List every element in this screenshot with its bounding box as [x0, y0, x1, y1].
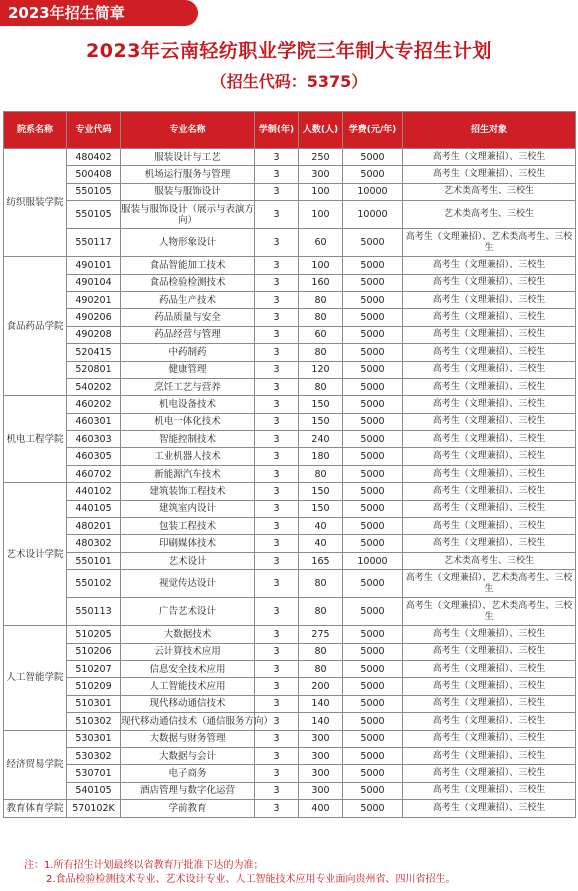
- table-row: [4, 713, 576, 730]
- major-name-cell: 健康管理: [121, 361, 255, 378]
- years-cell: 3: [255, 535, 299, 552]
- years-cell: 3: [255, 765, 299, 782]
- years-cell: 3: [255, 257, 299, 274]
- target-cell: 高考生（文理兼招）、三校生: [403, 765, 576, 782]
- count-cell: 80: [299, 465, 343, 482]
- fee-cell: 5000: [343, 396, 403, 413]
- major-name-cell: 智能控制技术: [121, 431, 255, 448]
- fee-cell: 5000: [343, 660, 403, 677]
- table-row: [4, 483, 576, 500]
- target-cell: 高考生（文理兼招）、三校生: [403, 678, 576, 695]
- major-code-cell: 530301: [67, 730, 121, 747]
- target-cell: 高考生（文理兼招）、三校生: [403, 660, 576, 677]
- table-row: [4, 378, 576, 395]
- college-name: 经济贸易学院: [4, 730, 67, 800]
- years-cell: 3: [255, 518, 299, 535]
- fee-cell: 5000: [343, 361, 403, 378]
- major-code-cell: 460301: [67, 413, 121, 430]
- count-cell: 400: [299, 800, 343, 817]
- years-cell: 3: [255, 166, 299, 183]
- major-name-cell: 建筑室内设计: [121, 500, 255, 517]
- table-row: [4, 274, 576, 291]
- table-row: [4, 782, 576, 799]
- table-row: [4, 552, 576, 569]
- fee-cell: 5000: [343, 765, 403, 782]
- college-name: 人工智能学院: [4, 626, 67, 730]
- years-cell: 3: [255, 782, 299, 799]
- college-name: 机电工程学院: [4, 396, 67, 483]
- major-code-cell: 490101: [67, 257, 121, 274]
- table-row: [4, 448, 576, 465]
- major-name-cell: 机电设备技术: [121, 396, 255, 413]
- target-cell: 高考生（文理兼招）、三校生: [403, 747, 576, 764]
- fee-cell: 5000: [343, 257, 403, 274]
- target-cell: 高考生（文理兼招）、艺术类高考生、三校生: [403, 229, 576, 257]
- count-cell: 300: [299, 765, 343, 782]
- major-name-cell: 机场运行服务与管理: [121, 166, 255, 183]
- major-name-cell: 服装与服饰设计: [121, 183, 255, 200]
- header-major: 专业名称: [121, 112, 255, 149]
- count-cell: 80: [299, 344, 343, 361]
- major-code-cell: 490208: [67, 326, 121, 343]
- years-cell: 3: [255, 183, 299, 200]
- major-name-cell: 药品生产技术: [121, 291, 255, 308]
- count-cell: 200: [299, 678, 343, 695]
- major-name-cell: 现代移动通信技术（通信服务方向）: [121, 713, 255, 730]
- major-name-cell: 建筑装饰工程技术: [121, 483, 255, 500]
- target-cell: 高考生（文理兼招）、三校生: [403, 396, 576, 413]
- years-cell: 3: [255, 747, 299, 764]
- major-name-cell: 学前教育: [121, 800, 255, 817]
- major-code-cell: 490201: [67, 291, 121, 308]
- target-cell: 高考生（文理兼招）、三校生: [403, 643, 576, 660]
- target-cell: 高考生（文理兼招）、三校生: [403, 730, 576, 747]
- enrollment-plan-table: [3, 111, 576, 818]
- major-code-cell: 510301: [67, 695, 121, 712]
- major-name-cell: 包装工程技术: [121, 518, 255, 535]
- major-code-cell: 550101: [67, 552, 121, 569]
- years-cell: 3: [255, 695, 299, 712]
- table-row: [4, 643, 576, 660]
- major-code-cell: 460303: [67, 431, 121, 448]
- table-row: [4, 166, 576, 183]
- major-name-cell: 新能源汽车技术: [121, 465, 255, 482]
- years-cell: 3: [255, 643, 299, 660]
- major-name-cell: 服装设计与工艺: [121, 149, 255, 166]
- table-row: [4, 800, 576, 817]
- fee-cell: 5000: [343, 598, 403, 626]
- major-code-cell: 440105: [67, 500, 121, 517]
- major-name-cell: 人物形象设计: [121, 229, 255, 257]
- target-cell: 高考生（文理兼招）、三校生: [403, 483, 576, 500]
- count-cell: 80: [299, 598, 343, 626]
- count-cell: 120: [299, 361, 343, 378]
- target-cell: 高考生（文理兼招）、三校生: [403, 695, 576, 712]
- years-cell: 3: [255, 326, 299, 343]
- target-cell: 高考生（文理兼招）、三校生: [403, 465, 576, 482]
- target-cell: 高考生（文理兼招）、三校生: [403, 291, 576, 308]
- major-code-cell: 540105: [67, 782, 121, 799]
- enrollment-code: （招生代码：5375）: [210, 72, 368, 91]
- major-code-cell: 510205: [67, 626, 121, 643]
- count-cell: 250: [299, 149, 343, 166]
- count-cell: 165: [299, 552, 343, 569]
- table-row: [4, 500, 576, 517]
- table-row: [4, 535, 576, 552]
- count-cell: 300: [299, 166, 343, 183]
- years-cell: 3: [255, 309, 299, 326]
- table-row: [4, 765, 576, 782]
- college-name: 食品药品学院: [4, 257, 67, 396]
- fee-cell: 5000: [343, 465, 403, 482]
- target-cell: 高考生（文理兼招）、三校生: [403, 257, 576, 274]
- fee-cell: 5000: [343, 326, 403, 343]
- count-cell: 80: [299, 643, 343, 660]
- count-cell: 80: [299, 570, 343, 598]
- major-name-cell: 大数据与财务管理: [121, 730, 255, 747]
- major-code-cell: 550105: [67, 201, 121, 229]
- table-row: [4, 730, 576, 747]
- fee-cell: 5000: [343, 747, 403, 764]
- major-code-cell: 520415: [67, 344, 121, 361]
- years-cell: 3: [255, 678, 299, 695]
- major-code-cell: 440102: [67, 483, 121, 500]
- table-row: [4, 326, 576, 343]
- major-name-cell: 人工智能技术应用: [121, 678, 255, 695]
- years-cell: 3: [255, 713, 299, 730]
- footnote-1: 注：1.所有招生计划最终以省教育厅批准下达的为准；: [24, 860, 264, 871]
- count-cell: 150: [299, 500, 343, 517]
- header-target: 招生对象: [403, 112, 576, 149]
- major-name-cell: 药品质量与安全: [121, 309, 255, 326]
- major-name-cell: 信息安全技术应用: [121, 660, 255, 677]
- years-cell: 3: [255, 660, 299, 677]
- years-cell: 3: [255, 800, 299, 817]
- count-cell: 150: [299, 483, 343, 500]
- target-cell: 高考生（文理兼招）、三校生: [403, 149, 576, 166]
- major-code-cell: 460305: [67, 448, 121, 465]
- target-cell: 高考生（文理兼招）、艺术类高考生、三校生: [403, 570, 576, 598]
- years-cell: 3: [255, 431, 299, 448]
- table-row: [4, 257, 576, 274]
- target-cell: 高考生（文理兼招）、三校生: [403, 274, 576, 291]
- count-cell: 150: [299, 396, 343, 413]
- fee-cell: 5000: [343, 500, 403, 517]
- fee-cell: 5000: [343, 448, 403, 465]
- count-cell: 300: [299, 730, 343, 747]
- years-cell: 3: [255, 229, 299, 257]
- years-cell: 3: [255, 626, 299, 643]
- years-cell: 3: [255, 483, 299, 500]
- count-cell: 100: [299, 201, 343, 229]
- years-cell: 3: [255, 598, 299, 626]
- target-cell: 高考生（文理兼招）、三校生: [403, 166, 576, 183]
- fee-cell: 5000: [343, 782, 403, 799]
- years-cell: 3: [255, 396, 299, 413]
- target-cell: 高考生（文理兼招）、三校生: [403, 518, 576, 535]
- major-code-cell: 500408: [67, 166, 121, 183]
- years-cell: 3: [255, 552, 299, 569]
- major-name-cell: 电子商务: [121, 765, 255, 782]
- target-cell: 高考生（文理兼招）、三校生: [403, 378, 576, 395]
- fee-cell: 5000: [343, 678, 403, 695]
- target-cell: 高考生（文理兼招）、三校生: [403, 713, 576, 730]
- count-cell: 80: [299, 378, 343, 395]
- major-code-cell: 550102: [67, 570, 121, 598]
- fee-cell: 5000: [343, 695, 403, 712]
- table-row: [4, 695, 576, 712]
- major-name-cell: 机电一体化技术: [121, 413, 255, 430]
- major-name-cell: 工业机器人技术: [121, 448, 255, 465]
- header-banner: 2023年招生简章: [0, 0, 198, 26]
- count-cell: 300: [299, 747, 343, 764]
- years-cell: 3: [255, 500, 299, 517]
- fee-cell: 5000: [343, 800, 403, 817]
- major-code-cell: 520801: [67, 361, 121, 378]
- target-cell: 艺术类高考生、三校生: [403, 201, 576, 229]
- target-cell: 高考生（文理兼招）、三校生: [403, 431, 576, 448]
- major-code-cell: 530701: [67, 765, 121, 782]
- years-cell: 3: [255, 413, 299, 430]
- table-row: [4, 201, 576, 229]
- table-header-row: [4, 112, 576, 149]
- major-code-cell: 540202: [67, 378, 121, 395]
- fee-cell: 5000: [343, 344, 403, 361]
- target-cell: 高考生（文理兼招）、三校生: [403, 361, 576, 378]
- header-college: 院系名称: [4, 112, 67, 149]
- target-cell: 高考生（文理兼招）、三校生: [403, 413, 576, 430]
- footnotes: [24, 859, 574, 887]
- count-cell: 100: [299, 257, 343, 274]
- major-code-cell: 550105: [67, 183, 121, 200]
- count-cell: 240: [299, 431, 343, 448]
- major-code-cell: 480302: [67, 535, 121, 552]
- table-row: [4, 309, 576, 326]
- college-name: 艺术设计学院: [4, 483, 67, 626]
- count-cell: 300: [299, 782, 343, 799]
- major-code-cell: 510302: [67, 713, 121, 730]
- target-cell: 高考生（文理兼招）、三校生: [403, 309, 576, 326]
- table-row: [4, 747, 576, 764]
- table-row: [4, 413, 576, 430]
- fee-cell: 5000: [343, 730, 403, 747]
- fee-cell: 5000: [343, 378, 403, 395]
- fee-cell: 5000: [343, 483, 403, 500]
- fee-cell: 5000: [343, 149, 403, 166]
- table-row: [4, 660, 576, 677]
- fee-cell: 10000: [343, 201, 403, 229]
- table-row: [4, 291, 576, 308]
- years-cell: 3: [255, 201, 299, 229]
- target-cell: 高考生（文理兼招）、三校生: [403, 344, 576, 361]
- major-name-cell: 大数据技术: [121, 626, 255, 643]
- page-title: 2023年云南轻纺职业学院三年制大专招生计划: [86, 40, 492, 62]
- major-name-cell: 艺术设计: [121, 552, 255, 569]
- target-cell: 高考生（文理兼招）、艺术类高考生、三校生: [403, 598, 576, 626]
- major-name-cell: 中药制药: [121, 344, 255, 361]
- count-cell: 80: [299, 291, 343, 308]
- major-name-cell: 药品经营与管理: [121, 326, 255, 343]
- major-code-cell: 570102K: [67, 800, 121, 817]
- count-cell: 150: [299, 413, 343, 430]
- target-cell: 高考生（文理兼招）、三校生: [403, 626, 576, 643]
- count-cell: 80: [299, 309, 343, 326]
- major-name-cell: 广告艺术设计: [121, 598, 255, 626]
- major-name-cell: 大数据与会计: [121, 747, 255, 764]
- major-name-cell: 食品智能加工技术: [121, 257, 255, 274]
- count-cell: 140: [299, 695, 343, 712]
- count-cell: 60: [299, 229, 343, 257]
- count-cell: 40: [299, 518, 343, 535]
- major-code-cell: 530302: [67, 747, 121, 764]
- count-cell: 40: [299, 535, 343, 552]
- major-code-cell: 550117: [67, 229, 121, 257]
- count-cell: 160: [299, 274, 343, 291]
- header-fee: 学费(元/年): [343, 112, 403, 149]
- table-row: [4, 149, 576, 166]
- major-code-cell: 460702: [67, 465, 121, 482]
- years-cell: 3: [255, 274, 299, 291]
- fee-cell: 5000: [343, 431, 403, 448]
- fee-cell: 5000: [343, 291, 403, 308]
- major-name-cell: 食品检验检测技术: [121, 274, 255, 291]
- target-cell: 高考生（文理兼招）、三校生: [403, 500, 576, 517]
- fee-cell: 5000: [343, 274, 403, 291]
- count-cell: 140: [299, 713, 343, 730]
- table-row: [4, 361, 576, 378]
- major-code-cell: 510206: [67, 643, 121, 660]
- header-count: 人数(人): [299, 112, 343, 149]
- major-code-cell: 480201: [67, 518, 121, 535]
- header-years: 学制(年): [255, 112, 299, 149]
- major-code-cell: 510207: [67, 660, 121, 677]
- target-cell: 高考生（文理兼招）、三校生: [403, 535, 576, 552]
- major-code-cell: 490206: [67, 309, 121, 326]
- table-body: [4, 149, 576, 818]
- target-cell: 艺术类高考生、三校生: [403, 552, 576, 569]
- fee-cell: 5000: [343, 626, 403, 643]
- table-row: [4, 396, 576, 413]
- years-cell: 3: [255, 344, 299, 361]
- years-cell: 3: [255, 570, 299, 598]
- fee-cell: 10000: [343, 183, 403, 200]
- table-row: [4, 344, 576, 361]
- major-name-cell: 印刷媒体技术: [121, 535, 255, 552]
- table-row: [4, 626, 576, 643]
- fee-cell: 5000: [343, 535, 403, 552]
- target-cell: 高考生（文理兼招）、三校生: [403, 326, 576, 343]
- target-cell: 艺术类高考生、三校生: [403, 183, 576, 200]
- table-row: [4, 183, 576, 200]
- years-cell: 3: [255, 378, 299, 395]
- table-row: [4, 229, 576, 257]
- table-row: [4, 431, 576, 448]
- major-code-cell: 490104: [67, 274, 121, 291]
- fee-cell: 5000: [343, 229, 403, 257]
- major-code-cell: 510209: [67, 678, 121, 695]
- table-row: [4, 678, 576, 695]
- count-cell: 275: [299, 626, 343, 643]
- years-cell: 3: [255, 291, 299, 308]
- target-cell: 高考生（文理兼招）、三校生: [403, 782, 576, 799]
- college-name: 纺织服装学院: [4, 149, 67, 257]
- major-name-cell: 云计算技术应用: [121, 643, 255, 660]
- count-cell: 180: [299, 448, 343, 465]
- years-cell: 3: [255, 465, 299, 482]
- major-name-cell: 现代移动通信技术: [121, 695, 255, 712]
- major-name-cell: 视觉传达设计: [121, 570, 255, 598]
- target-cell: 高考生（文理兼招）、三校生: [403, 448, 576, 465]
- fee-cell: 5000: [343, 713, 403, 730]
- major-code-cell: 460202: [67, 396, 121, 413]
- header-code: 专业代码: [67, 112, 121, 149]
- major-code-cell: 480402: [67, 149, 121, 166]
- major-code-cell: 550113: [67, 598, 121, 626]
- fee-cell: 5000: [343, 518, 403, 535]
- years-cell: 3: [255, 730, 299, 747]
- fee-cell: 5000: [343, 570, 403, 598]
- footnote-2: 2.食品检验检测技术专业、艺术设计专业、人工智能技术应用专业面向贵州省、四川省招生。: [46, 874, 456, 885]
- fee-cell: 5000: [343, 643, 403, 660]
- major-name-cell: 烹饪工艺与营养: [121, 378, 255, 395]
- college-name: 教育体育学院: [4, 800, 67, 817]
- fee-cell: 10000: [343, 552, 403, 569]
- target-cell: 高考生（文理兼招）、三校生: [403, 800, 576, 817]
- count-cell: 60: [299, 326, 343, 343]
- fee-cell: 5000: [343, 413, 403, 430]
- major-name-cell: 服装与服饰设计（展示与表演方向）: [121, 201, 255, 229]
- table-row: [4, 570, 576, 598]
- table-row: [4, 465, 576, 482]
- fee-cell: 5000: [343, 309, 403, 326]
- table-row: [4, 518, 576, 535]
- table-row: [4, 598, 576, 626]
- major-name-cell: 酒店管理与数字化运营: [121, 782, 255, 799]
- years-cell: 3: [255, 361, 299, 378]
- years-cell: 3: [255, 149, 299, 166]
- count-cell: 100: [299, 183, 343, 200]
- years-cell: 3: [255, 448, 299, 465]
- count-cell: 80: [299, 660, 343, 677]
- fee-cell: 5000: [343, 166, 403, 183]
